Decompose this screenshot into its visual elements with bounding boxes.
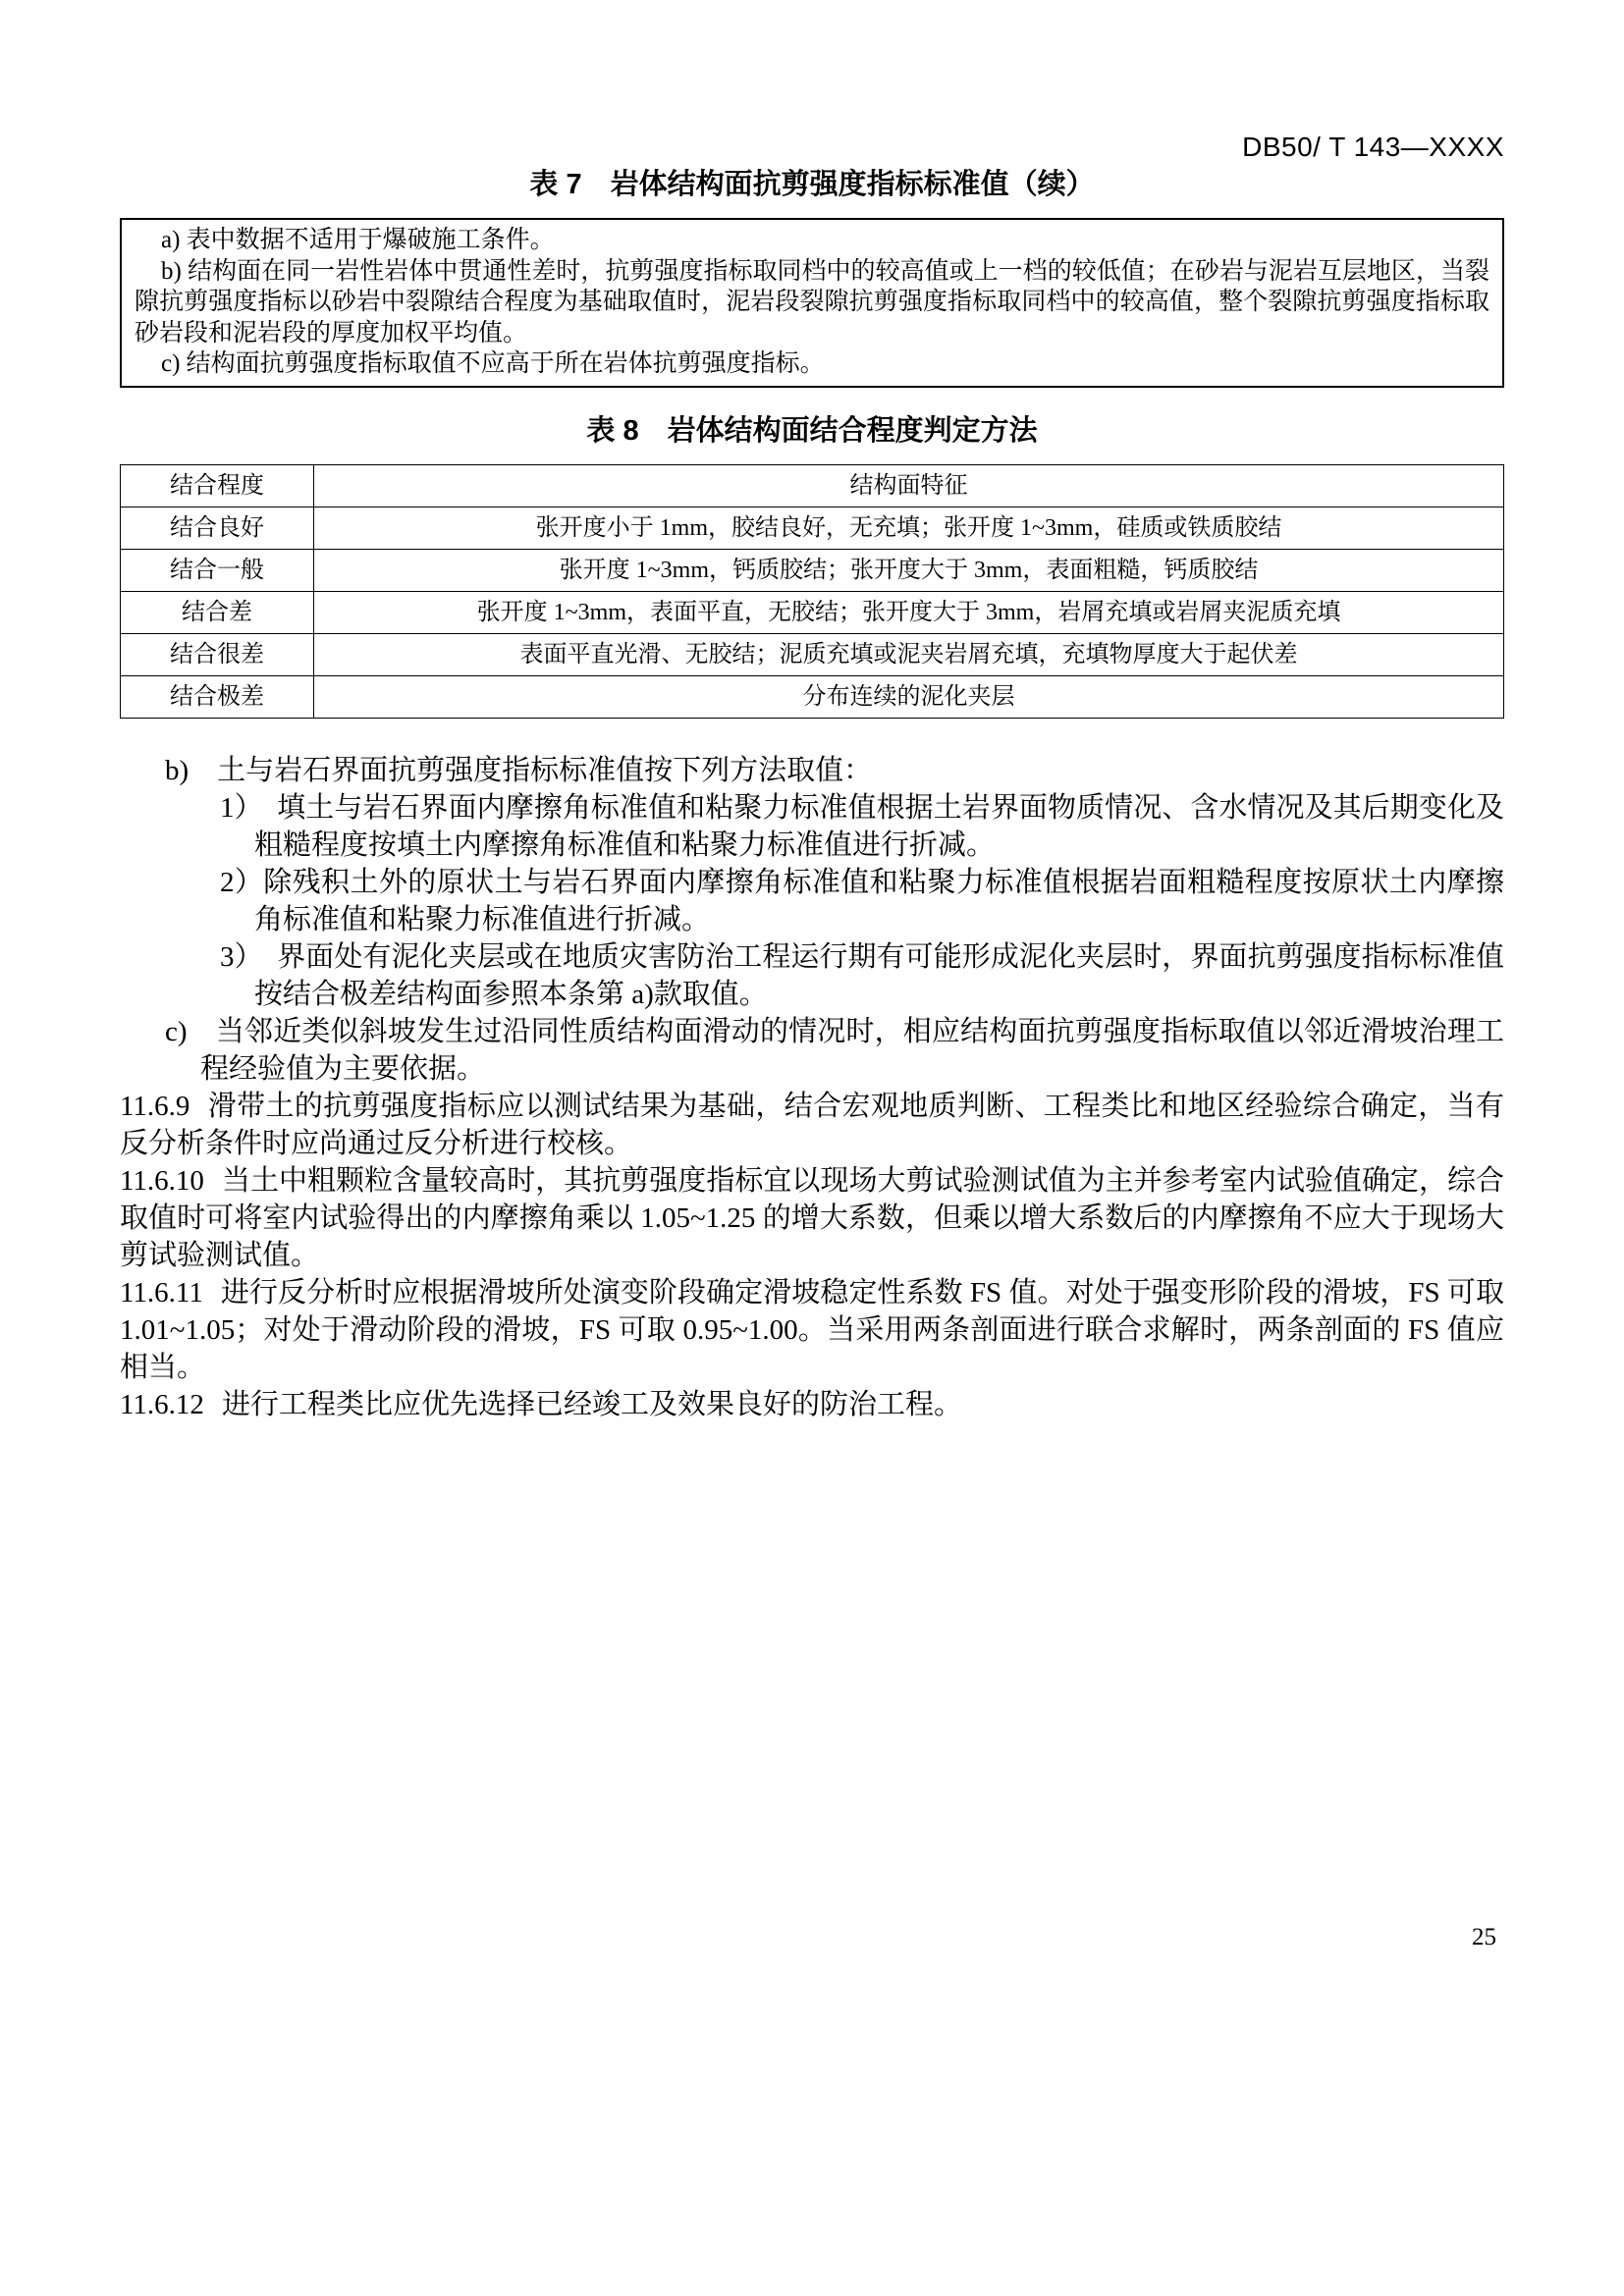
item-b: b) 土与岩石界面抗剪强度指标标准值按下列方法取值：	[165, 754, 873, 786]
sub-item-2: 2）除残积土外的原状土与岩石界面内摩擦角标准值和粘聚力标准值根据岩面粗糙程度按原状土内摩擦角标准值和粘聚力标准值进行折减。	[220, 866, 1504, 935]
table8-header-row	[121, 464, 1504, 507]
table8	[120, 464, 1504, 719]
section-11-6-12	[120, 1386, 1504, 1423]
table-row	[121, 549, 1504, 591]
table7-note-b: b) 结构面在同一岩性岩体中贯通性差时，抗剪强度指标取同档中的较高值或上一档的较低值；在砂岩与泥岩互层地区，当裂隙抗剪强度指标以砂岩中裂隙结合程度为基础取值时，泥岩段裂隙抗剪强度指标取同档中的较高值，整个裂隙抗剪强度指标取砂岩段和泥岩段的厚度加权平均值。	[135, 257, 1489, 347]
table-row	[121, 507, 1504, 549]
section-number: 11.6.11	[120, 1276, 203, 1308]
section-number: 11.6.10	[120, 1164, 204, 1197]
table8-title: 表 8 岩体结构面结合程度判定方法	[586, 414, 1038, 447]
feature-cell: 张开度小于 1mm，胶结良好，无充填；张开度 1~3mm，硅质或铁质胶结	[314, 507, 1504, 549]
table7-notes-box	[120, 218, 1504, 388]
section-text: 当土中粗颗粒含量较高时，其抗剪强度指标宜以现场大剪试验测试值为主并参考室内试验值确定，综合取值时可将室内试验得出的内摩擦角乘以 1.05~1.25 的增大系数，但乘以增大系数后的内摩擦角不应大于现场大剪试验测试值。	[120, 1164, 1504, 1271]
table7-note-a: a) 表中数据不适用于爆破施工条件。	[161, 227, 555, 253]
body-text	[120, 752, 1504, 1423]
doc-number: DB50/ T 143—XXXX	[1242, 132, 1504, 162]
page-content	[120, 167, 1504, 1423]
feature-cell: 张开度 1~3mm，表面平直，无胶结；张开度大于 3mm，岩屑充填或岩屑夹泥质充填	[314, 591, 1504, 633]
section-number: 11.6.9	[120, 1090, 190, 1122]
section-text: 进行反分析时应根据滑坡所处演变阶段确定滑坡稳定性系数 FS 值。对处于强变形阶段的滑坡，FS 可取 1.01~1.05；对处于滑动阶段的滑坡，FS 可取 0.95~1.00。当采用两条剖面进行联合求解时，两条剖面的 FS 值应相当。	[120, 1276, 1504, 1383]
grade-cell: 结合一般	[121, 549, 314, 591]
item-c: c) 当邻近类似斜坡发生过沿同性质结构面滑动的情况时，相应结构面抗剪强度指标取值以邻近滑坡治理工程经验值为主要依据。	[165, 1015, 1504, 1085]
col-header-grade: 结合程度	[121, 464, 314, 507]
section-11-6-10	[120, 1162, 1504, 1274]
sub-item-1: 1） 填土与岩石界面内摩擦角标准值和粘聚力标准值根据土岩界面物质情况、含水情况及其后期变化及粗糙程度按填土内摩擦角标准值和粘聚力标准值进行折减。	[220, 791, 1504, 861]
section-text: 滑带土的抗剪强度指标应以测试结果为基础，结合宏观地质判断、工程类比和地区经验综合确定，当有反分析条件时应尚通过反分析进行校核。	[120, 1090, 1504, 1159]
table-row	[121, 675, 1504, 718]
section-text: 进行工程类比应优先选择已经竣工及效果良好的防治工程。	[221, 1388, 962, 1420]
feature-cell: 分布连续的泥化夹层	[314, 675, 1504, 718]
col-header-feature: 结构面特征	[314, 464, 1504, 507]
sub-item-3: 3） 界面处有泥化夹层或在地质灾害防治工程运行期有可能形成泥化夹层时，界面抗剪强度指标标准值按结合极差结构面参照本条第 a)款取值。	[220, 940, 1504, 1010]
feature-cell: 张开度 1~3mm，钙质胶结；张开度大于 3mm，表面粗糙，钙质胶结	[314, 549, 1504, 591]
grade-cell: 结合差	[121, 591, 314, 633]
feature-cell: 表面平直光滑、无胶结；泥质充填或泥夹岩屑充填，充填物厚度大于起伏差	[314, 633, 1504, 675]
table-row	[121, 633, 1504, 675]
grade-cell: 结合良好	[121, 507, 314, 549]
page-number: 25	[1472, 1924, 1496, 1950]
section-11-6-11	[120, 1274, 1504, 1386]
table-row	[121, 591, 1504, 633]
grade-cell: 结合极差	[121, 675, 314, 718]
table7-note-c: c) 结构面抗剪强度指标取值不应高于所在岩体抗剪强度指标。	[161, 350, 825, 377]
grade-cell: 结合很差	[121, 633, 314, 675]
section-11-6-9	[120, 1088, 1504, 1162]
section-number: 11.6.12	[120, 1388, 204, 1420]
table7-title: 表 7 岩体结构面抗剪强度指标标准值（续）	[529, 169, 1095, 200]
